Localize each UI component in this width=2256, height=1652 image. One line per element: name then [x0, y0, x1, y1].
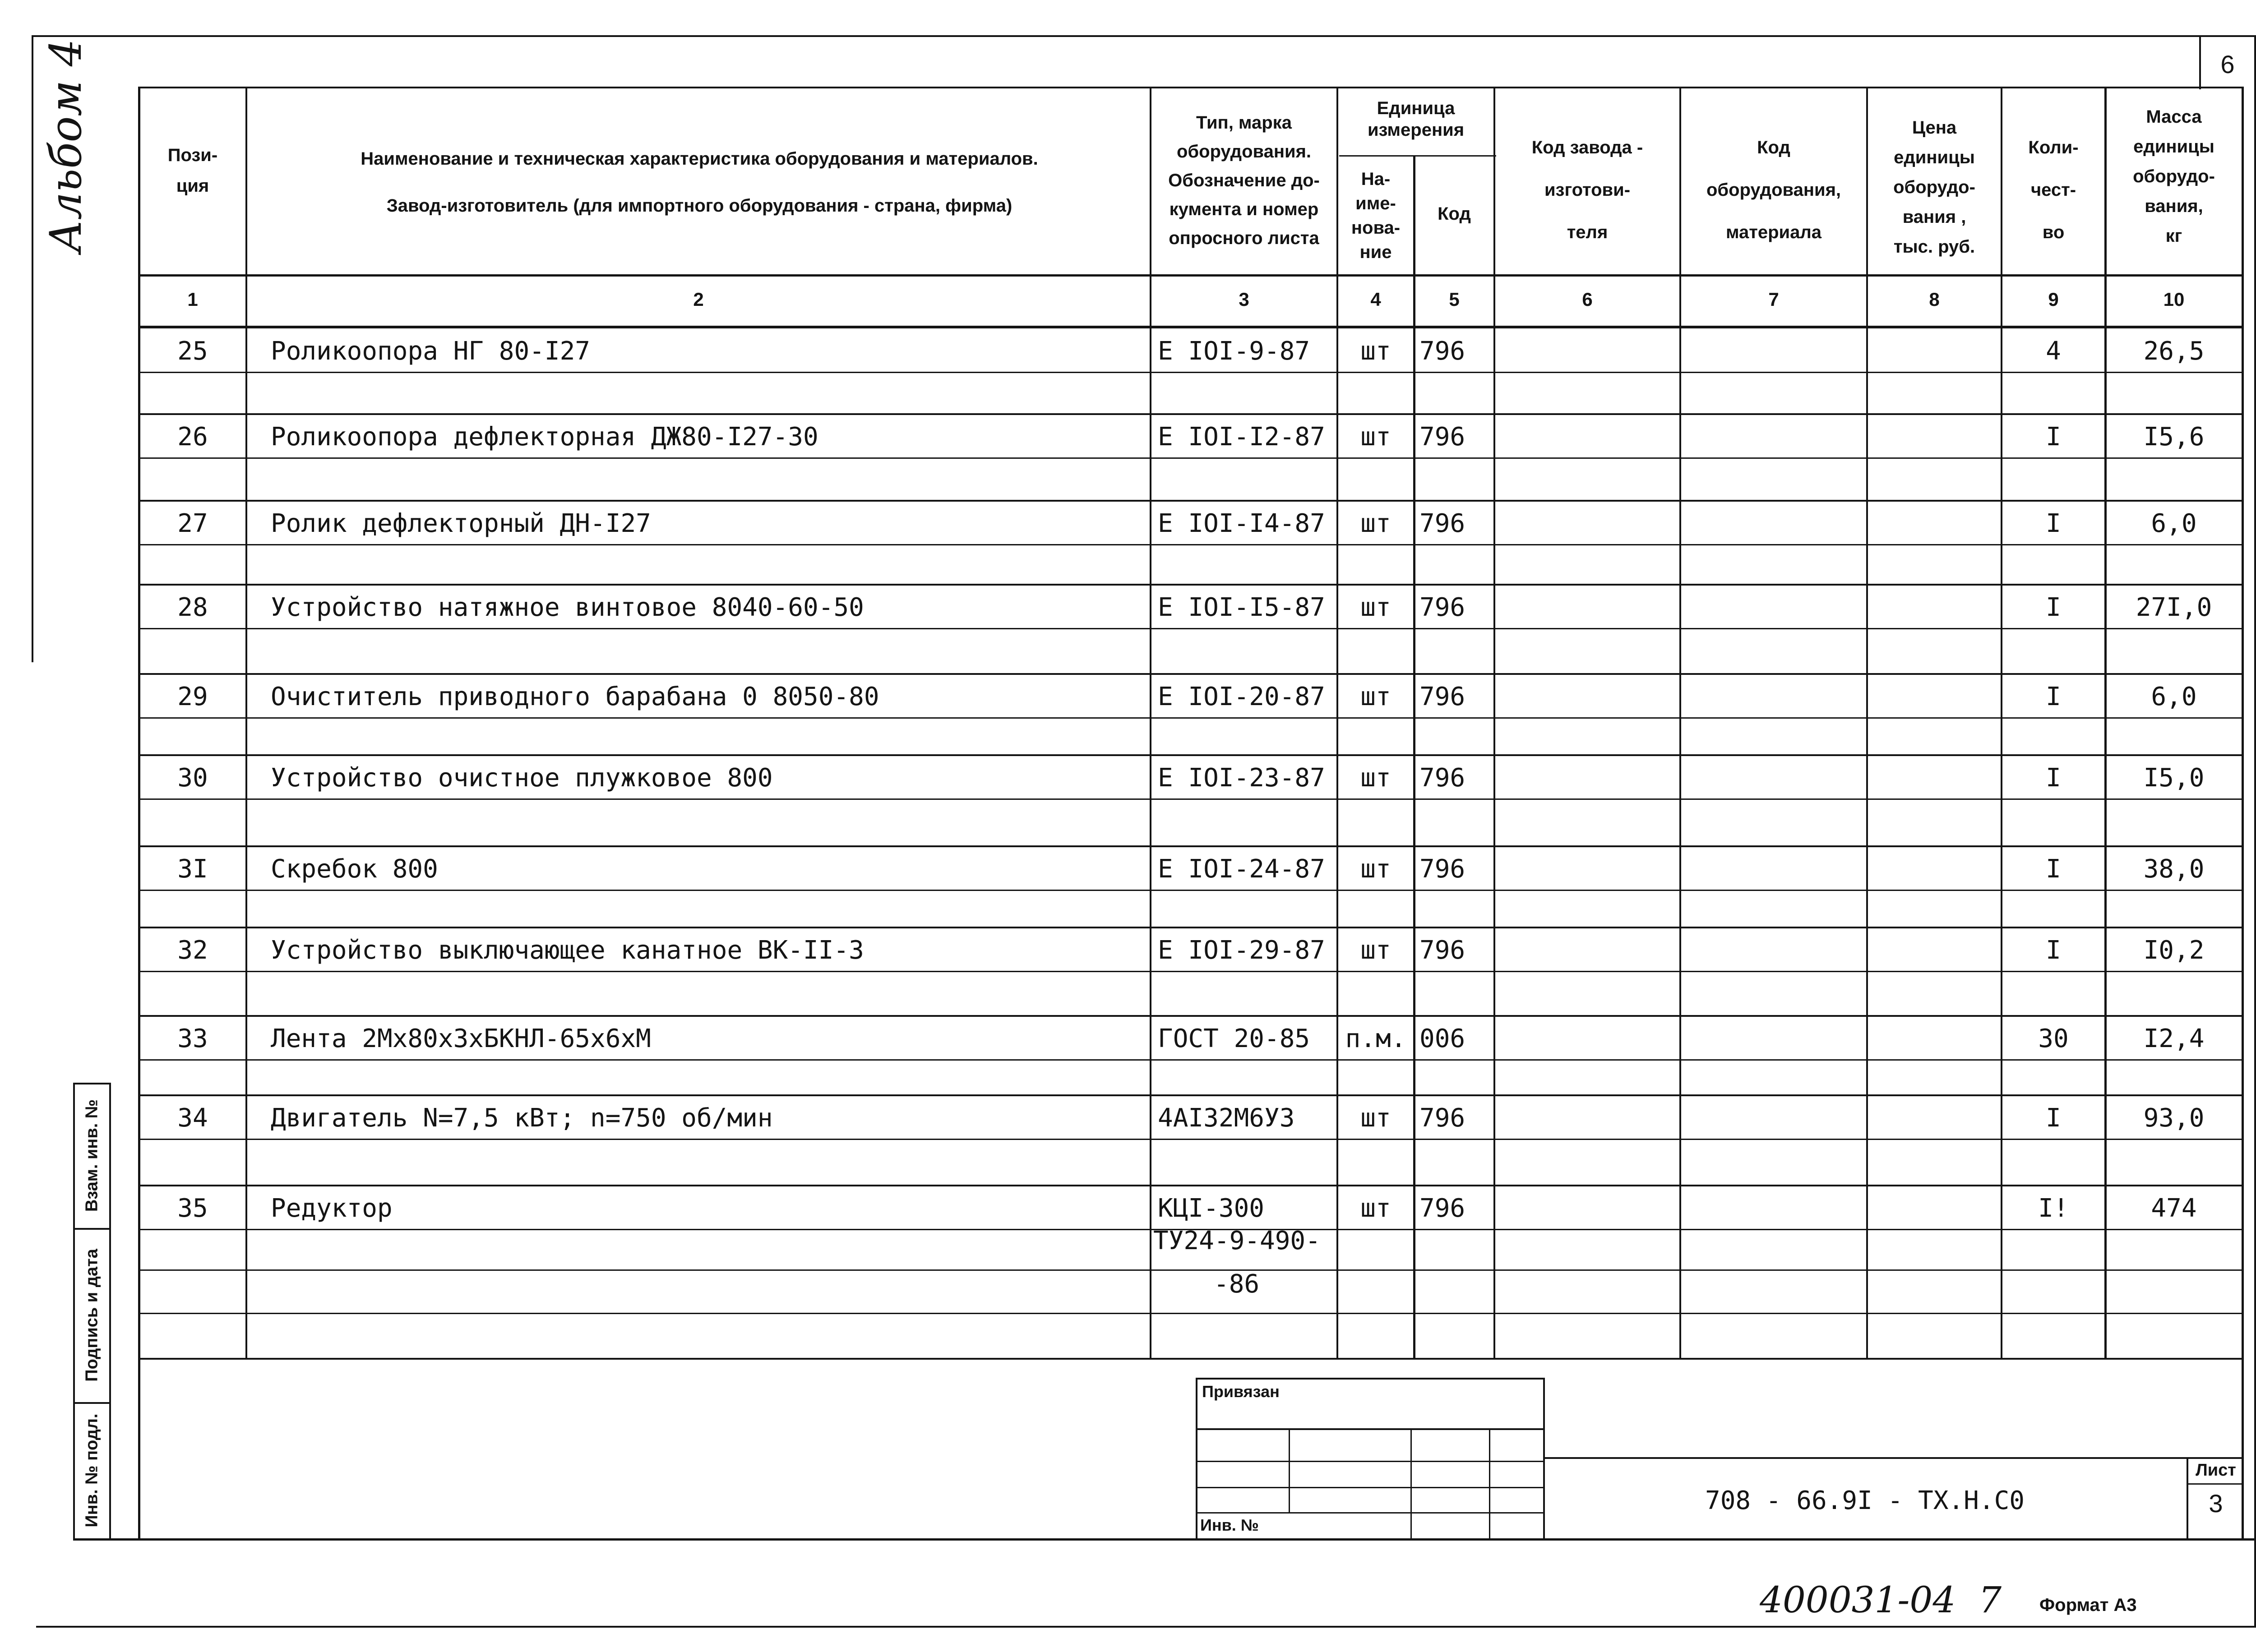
cell-unit: шт [1360, 1103, 1391, 1133]
cell-mass: 93,0 [2143, 1103, 2205, 1133]
col-num-2: 2 [693, 289, 704, 310]
cell-unit: шт [1360, 509, 1391, 538]
cell-name: Очиститель приводного барабана 0 8050-80 [271, 682, 879, 711]
album-label: Альбом 4 [41, 39, 91, 253]
cell-doc: Е IOI-9-87 [1158, 337, 1310, 366]
cell-doc: 4AI32M6У3 [1158, 1103, 1295, 1133]
cell-code: 796 [1419, 1194, 1465, 1223]
cell-unit: шт [1360, 593, 1391, 622]
cell-pos: 30 [177, 763, 208, 793]
cell-code: 796 [1419, 509, 1465, 538]
row-divider [138, 544, 2243, 545]
cell-name: Скребок 800 [271, 854, 438, 884]
cell-unit: шт [1360, 854, 1391, 884]
row-divider [138, 971, 2243, 972]
row-divider [138, 457, 2243, 459]
sheet-corner-number: 6 [2220, 50, 2235, 78]
cell-doc: КЦI-300 [1158, 1194, 1265, 1223]
cell-qty: 4 [2046, 337, 2061, 366]
row-divider [138, 1059, 2243, 1061]
col-num-10: 10 [2163, 289, 2185, 310]
cell-unit: шт [1360, 936, 1391, 965]
cell-pos: 28 [177, 593, 208, 622]
header-qty: Коли- чест- во [2028, 138, 2079, 242]
col-num-8: 8 [1929, 289, 1940, 310]
header-price: Цена единицы оборудо- вания , тыс. руб. [1893, 118, 1975, 257]
header-unit-code: Код [1438, 204, 1471, 224]
row35-doc-extra-2: -86 [1214, 1269, 1260, 1299]
cell-pos: 33 [177, 1024, 208, 1053]
row-divider [138, 927, 2243, 928]
cell-name: Роликоопора НГ 80-I27 [271, 337, 591, 366]
cell-mass: I0,2 [2143, 936, 2205, 965]
row-divider [138, 1094, 2243, 1096]
row-divider [138, 754, 2243, 756]
cell-qty: I [2046, 422, 2061, 452]
row-divider [138, 890, 2243, 891]
header-pos: Пози- ция [167, 145, 218, 196]
stamp-inv-label: Инв. № [1200, 1516, 1259, 1534]
vzam-inv-label: Взам. инв. № [82, 1099, 102, 1212]
row-divider [138, 717, 2243, 719]
cell-name: Двигатель N=7,5 кВт; n=750 об/мин [271, 1103, 773, 1133]
cell-unit: шт [1360, 763, 1391, 793]
cell-mass: 38,0 [2143, 854, 2205, 884]
row-divider [138, 413, 2243, 415]
cell-mass: I2,4 [2143, 1024, 2205, 1053]
format-label: Формат А3 [2039, 1595, 2137, 1615]
cell-pos: 25 [177, 337, 208, 366]
cell-doc: Е IOI-I5-87 [1158, 593, 1325, 622]
cell-name: Устройство очистное плужковое 800 [271, 763, 773, 793]
cell-code: 796 [1419, 1103, 1465, 1133]
col-num-9: 9 [2048, 289, 2059, 310]
col-num-6: 6 [1582, 289, 1593, 310]
col-num-4: 4 [1370, 289, 1381, 310]
cell-doc: Е IOI-24-87 [1158, 854, 1325, 884]
cell-code: 796 [1419, 337, 1465, 366]
header-unit-name: На- име- нова- ние [1351, 169, 1401, 262]
row35-doc-extra-1: ТУ24-9-490- [1153, 1226, 1321, 1255]
cell-name: Устройство натяжное винтовое 8040-60-50 [271, 593, 864, 622]
privyazan-label: Привязан [1202, 1382, 1280, 1401]
cell-qty: 30 [2038, 1024, 2069, 1053]
cell-qty: I [2046, 854, 2061, 884]
cell-unit: шт [1360, 1194, 1391, 1223]
header-name: Наименование и техническая характеристика оборудования и материалов. Завод-изготовитель (для импортного оборудования - страна, фирма) [361, 149, 1038, 216]
cell-code: 796 [1419, 763, 1465, 793]
cell-pos: 26 [177, 422, 208, 452]
col-num-7: 7 [1768, 289, 1779, 310]
header-unit: Единица измерения [1367, 98, 1465, 140]
cell-doc: Е IOI-20-87 [1158, 682, 1325, 711]
cell-mass: I5,0 [2143, 763, 2205, 793]
cell-doc: ГОСТ 20-85 [1158, 1024, 1310, 1053]
cell-unit: шт [1360, 682, 1391, 711]
cell-unit: п.м. [1345, 1024, 1406, 1053]
cell-qty: I [2046, 1103, 2061, 1133]
row-divider [138, 798, 2243, 800]
row-divider [138, 372, 2243, 373]
header-plant-code: Код завода - изготови- теля [1531, 138, 1643, 242]
cell-name: Ролик дефлекторный ДН-I27 [271, 509, 651, 538]
cell-qty: I [2046, 593, 2061, 622]
header-type: Тип, марка оборудования. Обозначение до- кумента и номер опросного листа [1168, 113, 1320, 248]
cell-mass: 6,0 [2151, 509, 2197, 538]
row-divider [138, 1269, 2243, 1271]
cell-code: 796 [1419, 682, 1465, 711]
row-divider [138, 584, 2243, 586]
cell-code: 796 [1419, 422, 1465, 452]
cell-qty: I [2046, 509, 2061, 538]
cell-name: Лента 2Мх80х3хБКНЛ-65х6хМ [271, 1024, 651, 1053]
cell-unit: шт [1360, 422, 1391, 452]
cell-code: 006 [1419, 1024, 1465, 1053]
cell-pos: 34 [177, 1103, 208, 1133]
cell-qty: I [2046, 682, 2061, 711]
cell-pos: 32 [177, 936, 208, 965]
cell-code: 796 [1419, 936, 1465, 965]
row-divider [138, 1313, 2243, 1314]
cell-code: 796 [1419, 593, 1465, 622]
cell-name: Устройство выключающее канатное ВК-II-3 [271, 936, 864, 965]
cell-mass: 6,0 [2151, 682, 2197, 711]
cell-mass: 26,5 [2143, 337, 2205, 366]
col-num-5: 5 [1449, 289, 1460, 310]
col-num-3: 3 [1239, 289, 1249, 310]
cell-qty: I [2046, 936, 2061, 965]
row-divider [138, 1185, 2243, 1186]
row-divider [138, 500, 2243, 502]
cell-unit: шт [1360, 337, 1391, 366]
header-mass: Масса единицы оборудо- вания, кг [2133, 107, 2215, 246]
cell-doc: Е IOI-I2-87 [1158, 422, 1325, 452]
list-label: Лист [2196, 1461, 2236, 1480]
cell-qty: I! [2038, 1194, 2069, 1223]
row-divider [138, 845, 2243, 847]
cell-doc: Е IOI-I4-87 [1158, 509, 1325, 538]
handwritten-code: 400031-04 7 [1760, 1579, 2002, 1621]
row-divider [138, 628, 2243, 629]
document-code: 708 - 66.9I - ТХ.Н.С0 [1705, 1486, 2025, 1515]
row-divider [138, 1139, 2243, 1140]
podpis-data-label: Подпись и дата [82, 1249, 102, 1382]
cell-name: Редуктор [271, 1194, 393, 1223]
row-divider [138, 1015, 2243, 1017]
inv-podl-label: Инв. № подл. [82, 1413, 102, 1527]
col-num-1: 1 [187, 289, 198, 310]
cell-pos: 3I [177, 854, 208, 884]
cell-mass: I5,6 [2143, 422, 2205, 452]
cell-pos: 35 [177, 1194, 208, 1223]
cell-mass: 474 [2151, 1194, 2197, 1223]
cell-mass: 27I,0 [2136, 593, 2212, 622]
cell-name: Роликоопора дефлекторная ДЖ80-I27-30 [271, 422, 818, 452]
row-divider [138, 673, 2243, 675]
cell-doc: Е IOI-29-87 [1158, 936, 1325, 965]
header-equip-code: Код оборудования, материала [1706, 138, 1841, 242]
cell-pos: 29 [177, 682, 208, 711]
cell-pos: 27 [177, 509, 208, 538]
cell-doc: Е IOI-23-87 [1158, 763, 1325, 793]
cell-code: 796 [1419, 854, 1465, 884]
list-number: 3 [2209, 1489, 2223, 1518]
cell-qty: I [2046, 763, 2061, 793]
